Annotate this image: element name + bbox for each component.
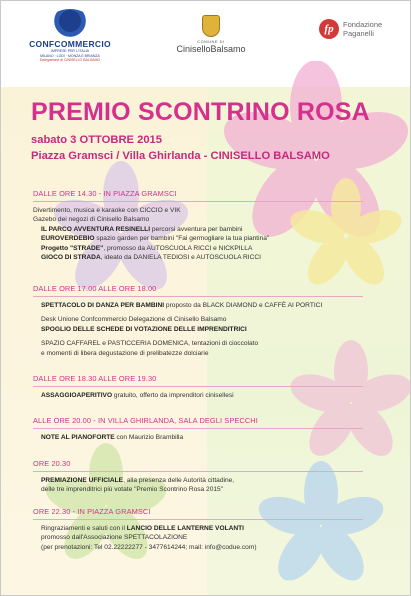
section-time-heading: ORE 20.30: [33, 459, 71, 468]
program-line: [33, 325, 393, 334]
confcommercio-delegation: Delegazione di CINISELLO BALSAMO: [39, 58, 101, 62]
italy-circle-icon: [48, 9, 92, 39]
program-line: SPAZIO CAFFAREL e PASTICCERIA DOMENICA, tentazioni di cioccolato: [41, 340, 259, 348]
program-line: Progetto "STRADE", promosso da AUTOSCUOLA RICCI e NICKPILLA: [41, 244, 253, 252]
section-divider: [33, 428, 363, 429]
section-divider: [33, 296, 363, 297]
confcommercio-subline: MILANO · LODI · MONZA E BRIANZA: [40, 53, 100, 58]
coat-of-arms-icon: [202, 15, 220, 37]
poster-title: PREMIO SCONTRINO ROSA: [31, 98, 370, 126]
comune-name: CiniselloBalsamo: [176, 44, 246, 54]
event-date: sabato 3 OTTOBRE 2015: [31, 134, 162, 146]
section-divider: [33, 386, 363, 387]
program-line-highlight: SPOGLIO DELLE SCHEDE DI VOTAZIONE DELLE IMPRENDITRICI: [41, 325, 247, 333]
program-line-highlight: PREMIAZIONE UFFICIALE: [41, 477, 124, 484]
paganelli-text: [343, 20, 382, 38]
program-section: [33, 459, 393, 495]
program-line-highlight: SPETTACOLO DI DANZA PER BAMBINI: [41, 302, 165, 309]
confcommercio-subline: IMPRESE PER L'ITALIA: [51, 49, 89, 53]
program-line-highlight: GIOCO DI STRADA: [41, 254, 101, 262]
program-line: SPETTACOLO DI DANZA PER BAMBINI proposto da BLACK DIAMOND e CAFFÈ AI PORTICI: [41, 302, 323, 309]
comune-logo: [161, 15, 261, 54]
comune-prefix: COMUNE DI: [197, 39, 225, 44]
program-line: e momenti di libera degustazione di prelibatezze dolciarie: [41, 349, 209, 357]
program-section: [33, 416, 393, 442]
program-line: NOTE AL PIANOFORTE con Maurizio Brambilla: [41, 434, 184, 441]
program-section: [33, 189, 393, 262]
program-line-highlight: ASSAGGIOAPERITIVO: [41, 392, 113, 399]
program-line: EUROVERDEBIO spazio garden per bambini "Fai germogliare la tua piantina": [41, 235, 270, 243]
section-time-heading: ALLE ORE 20.00 - IN VILLA GHIRLANDA, SALA DEGLI SPECCHI: [33, 416, 258, 425]
program-section: [33, 507, 393, 552]
confcommercio-logo: [15, 9, 125, 63]
program-line-highlight: Progetto "STRADE": [41, 244, 104, 252]
program-line-highlight: EUROVERDEBIO: [41, 235, 95, 243]
confcommercio-name: CONFCOMMERCIO: [29, 39, 111, 49]
section-time-heading: DALLE ORE 17.00 ALLE ORE 18.00: [33, 284, 157, 293]
section-divider: [33, 519, 363, 520]
section-divider: [33, 471, 363, 472]
section-time-heading: ORE 22.30 - IN PIAZZA GRAMSCI: [33, 507, 151, 516]
program-line-highlight: LANCIO DELLE LANTERNE VOLANTI: [126, 525, 244, 532]
program-line: PREMIAZIONE UFFICIALE, alla presenza delle Autorità cittadine,: [41, 477, 235, 484]
section-divider: [33, 201, 363, 202]
event-place: Piazza Gramsci / Villa Ghirlanda - CINISELLO BALSAMO: [31, 150, 330, 162]
program-line: GIOCO DI STRADA, ideato da DANIELA TEDIOSI e AUTOSCUOLA RICCI: [41, 254, 261, 262]
program-section: [33, 374, 393, 400]
program-line: Ringraziamenti e saluti con il LANCIO DELLE LANTERNE VOLANTI: [41, 525, 244, 532]
program-line: Desk Unione Confcommercio Delegazione di Cinisello Balsamo: [41, 316, 227, 324]
program-line: delle tre imprenditrici più votate "Premio Scontrino Rosa 2015": [41, 486, 224, 494]
paganelli-mark-icon: fp: [319, 19, 339, 39]
program-line: IL PARCO AVVENTURA RESINELLI percorsi avventura per bambini: [41, 225, 243, 233]
paganelli-line1: Fondazione: [343, 20, 383, 29]
program-line-highlight: NOTE AL PIANOFORTE: [41, 434, 115, 441]
program-section: [33, 284, 393, 358]
program-line: promosso dall'Associazione SPETTACOLAZIONE: [41, 534, 188, 542]
program-line: (per prenotazioni: Tel 02.22222277 - 3477614244; mail: info@codue.com): [41, 543, 257, 551]
section-time-heading: DALLE ORE 14.30 - IN PIAZZA GRAMSCI: [33, 189, 177, 198]
paganelli-line2: Paganelli: [343, 29, 374, 38]
program-line-highlight: IL PARCO AVVENTURA RESINELLI: [41, 225, 151, 233]
section-time-heading: DALLE ORE 18.30 ALLE ORE 19.30: [33, 374, 157, 383]
program-line: ASSAGGIOAPERITIVO gratuito, offerto da imprenditori cinisellesi: [41, 392, 234, 399]
program-line: Divertimento, musica e karaoke con CICCIO e VIK: [33, 207, 181, 214]
program-line: Gazebo dei negozi di Cinisello Balsamo: [33, 216, 150, 224]
